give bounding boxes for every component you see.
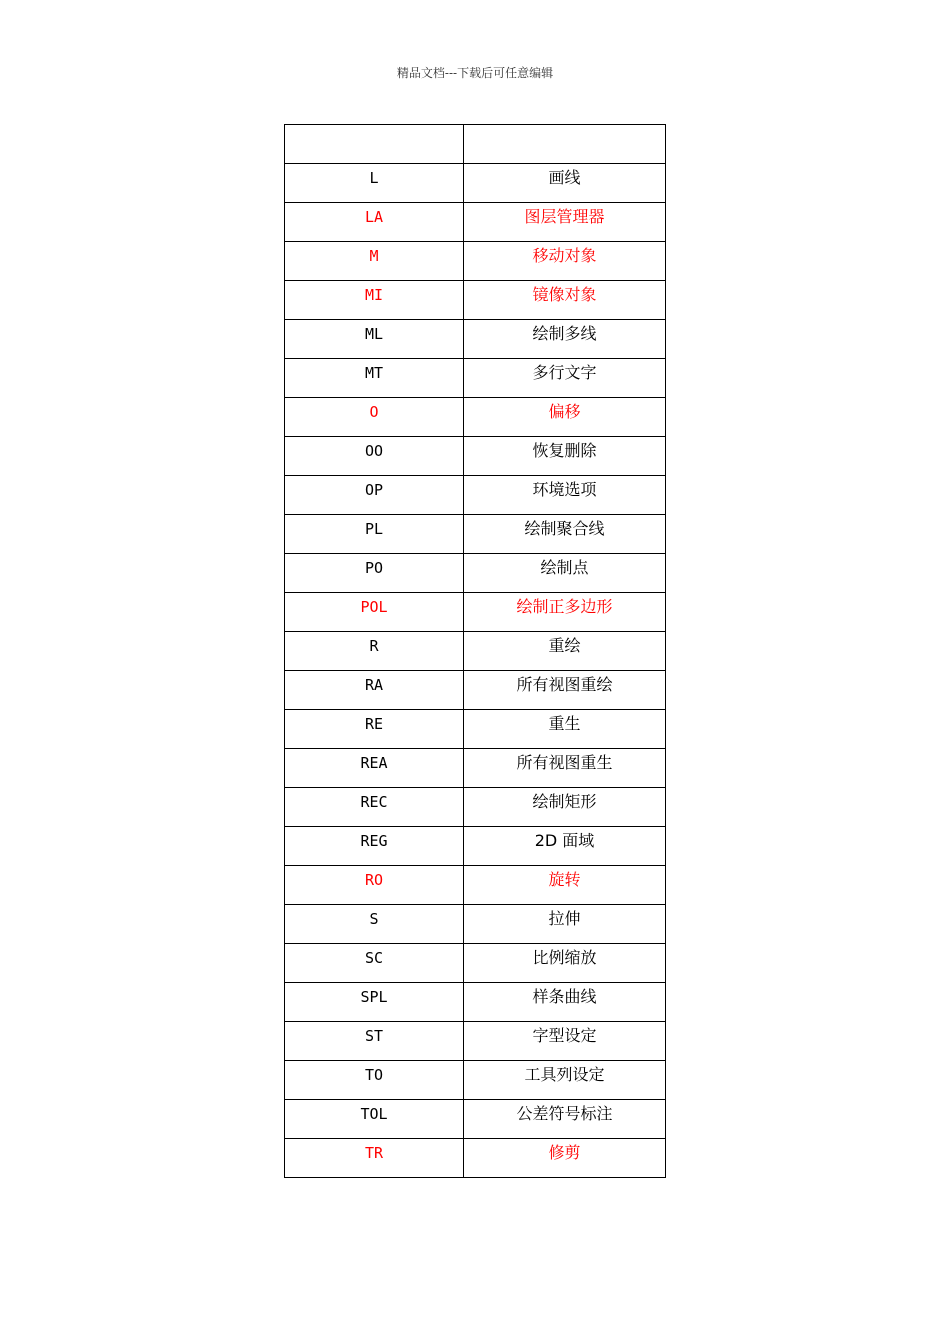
command-code-cell: MT [285, 359, 464, 398]
command-description-cell: 字型设定 [464, 1022, 666, 1061]
command-code-cell: OP [285, 476, 464, 515]
command-description-cell: 拉伸 [464, 905, 666, 944]
command-table [284, 124, 666, 1178]
command-description-cell: 偏移 [464, 398, 666, 437]
table-header-row [285, 125, 666, 164]
table-row [285, 905, 666, 944]
command-code-cell: O [285, 398, 464, 437]
command-code-cell: PO [285, 554, 464, 593]
table-row [285, 1061, 666, 1100]
command-code-cell: REA [285, 749, 464, 788]
command-code-cell: REC [285, 788, 464, 827]
command-description-cell: 绘制聚合线 [464, 515, 666, 554]
command-code-cell: R [285, 632, 464, 671]
header-cell-desc [464, 125, 666, 164]
command-code-cell: TO [285, 1061, 464, 1100]
command-code-cell: LA [285, 203, 464, 242]
table-row [285, 242, 666, 281]
command-code-cell: RE [285, 710, 464, 749]
command-code-cell: SC [285, 944, 464, 983]
command-code-cell: ML [285, 320, 464, 359]
table-row [285, 281, 666, 320]
table-row [285, 671, 666, 710]
command-code-cell: M [285, 242, 464, 281]
command-description-cell: 画线 [464, 164, 666, 203]
command-code-cell: TR [285, 1139, 464, 1178]
command-code-cell: SPL [285, 983, 464, 1022]
table-row [285, 515, 666, 554]
table-row [285, 1022, 666, 1061]
command-description-cell: 所有视图重绘 [464, 671, 666, 710]
command-code-cell: L [285, 164, 464, 203]
command-description-cell: 绘制矩形 [464, 788, 666, 827]
header-cell-code [285, 125, 464, 164]
command-description-cell: 旋转 [464, 866, 666, 905]
table-row [285, 944, 666, 983]
command-description-cell: 图层管理器 [464, 203, 666, 242]
table-row [285, 320, 666, 359]
command-description-cell: 重生 [464, 710, 666, 749]
table-row [285, 749, 666, 788]
table-row [285, 203, 666, 242]
command-description-cell: 公差符号标注 [464, 1100, 666, 1139]
command-description-cell: 恢复删除 [464, 437, 666, 476]
table-row [285, 1139, 666, 1178]
table-row [285, 866, 666, 905]
command-code-cell: REG [285, 827, 464, 866]
command-code-cell: TOL [285, 1100, 464, 1139]
table-row [285, 593, 666, 632]
command-code-cell: ST [285, 1022, 464, 1061]
command-code-cell: MI [285, 281, 464, 320]
command-description-cell: 绘制多线 [464, 320, 666, 359]
table-row [285, 1100, 666, 1139]
command-code-cell: RO [285, 866, 464, 905]
command-code-cell: OO [285, 437, 464, 476]
table-row [285, 710, 666, 749]
table-row [285, 359, 666, 398]
table-row [285, 554, 666, 593]
table-row [285, 827, 666, 866]
table-body [285, 164, 666, 1178]
table-row [285, 476, 666, 515]
page-header: 精品文档---下载后可任意编辑 [396, 66, 554, 80]
table-row [285, 437, 666, 476]
table-row [285, 398, 666, 437]
command-code-cell: PL [285, 515, 464, 554]
command-code-cell: POL [285, 593, 464, 632]
command-description-cell: 重绘 [464, 632, 666, 671]
table-row [285, 983, 666, 1022]
command-description-cell: 环境选项 [464, 476, 666, 515]
table-row [285, 164, 666, 203]
command-code-cell: S [285, 905, 464, 944]
command-description-cell: 比例缩放 [464, 944, 666, 983]
command-description-cell: 镜像对象 [464, 281, 666, 320]
command-description-cell: 工具列设定 [464, 1061, 666, 1100]
command-description-cell: 所有视图重生 [464, 749, 666, 788]
command-description-cell: 多行文字 [464, 359, 666, 398]
command-description-cell: 样条曲线 [464, 983, 666, 1022]
table-row [285, 788, 666, 827]
command-description-cell: 修剪 [464, 1139, 666, 1178]
command-description-cell: 绘制点 [464, 554, 666, 593]
command-description-cell: 移动对象 [464, 242, 666, 281]
command-description-cell: 绘制正多边形 [464, 593, 666, 632]
command-description-cell: 2D 面域 [464, 827, 666, 866]
table-row [285, 632, 666, 671]
command-code-cell: RA [285, 671, 464, 710]
